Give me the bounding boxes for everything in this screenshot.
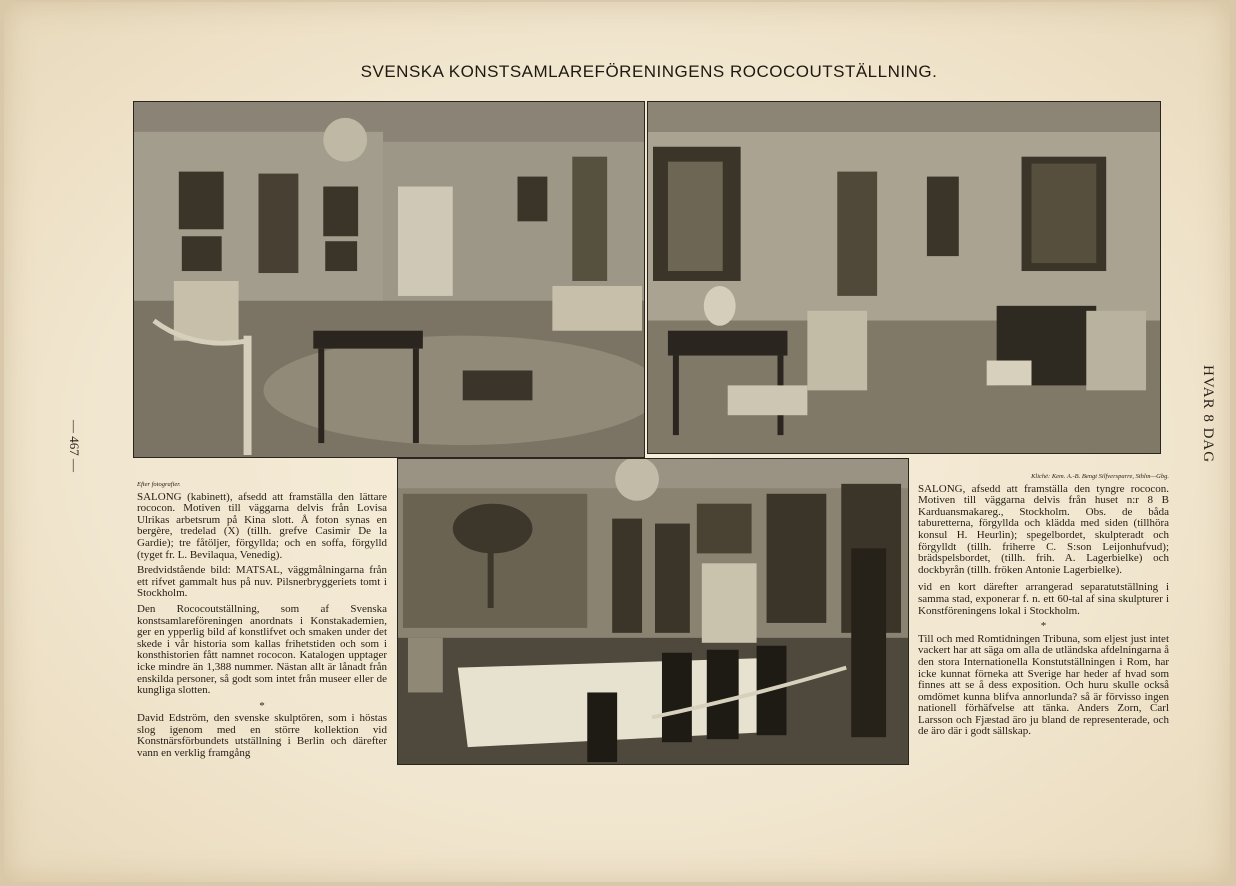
section-divider: *: [1040, 620, 1047, 633]
page-number: — 467 —: [67, 420, 82, 472]
article-paragraph: Den Rococoutställning, som af Svenska konstsamlareföreningen anordnats i Konstakademien, ger en ypperlig bild af konstlifvet och smaken under det skede i vår historia som kallas frihetstiden och som i konsthistorien fått namnet rococon. Katalogen upptager icke mindre än 1,388 nummer. Nästan allt är lånadt från enskilda personer, så godt som intet från museer eller de kungliga slotten.: [137, 602, 387, 697]
magazine-name: HVAR 8 DAG: [1200, 365, 1216, 464]
caption-salong-kabinett: SALONG (kabinett), afsedd att framställa den lättare rococon. Motiven till väggarna delvis från Lovisa Ulrikas arbetsrum på Kina slott. Å foton synas en bergère, tredelad (X) (tillh. grefve Casimir De la Gardie); tre fåtöljer, förgyllda; och en soffa, förgylld (tyget fr. L. Bevilaqua, Venedig).: [137, 490, 387, 561]
photo-salong: [647, 101, 1161, 454]
cliche-credit: Klichė: Kem. A.-B. Bengt Silfversparre, Sthlm—Gbg.: [1031, 473, 1169, 480]
photo-credit: Efter fotografier.: [137, 481, 181, 488]
magazine-page: [4, 2, 1230, 882]
article-paragraph: David Edström, den svenske skulptören, som i höstas slog igenom med en större kollektion vid Konstnärsförbundets utställning i Berlin och därefter vann en verklig framgång: [137, 712, 387, 760]
article-paragraph: Till och med Romtidningen Tribuna, som eljest just intet vackert har att säga om alla de utländska afdelningarna å den stora Internationella Konstutställningen i Rom, har icke kunnat förneka att Sverige har heder af hvad som finnes att se å dess exposition. Och huru skulle också omdömet kunna blifva annorlunda? så är förvisso ingen nationell förhäfvelse att tänka. Anders Zorn, Carl Larsson och Fjæstad äro ju bland de representerade, och de äro där i godt sällskap.: [918, 632, 1169, 738]
page-title: SVENSKA KONSTSAMLAREFÖRENINGENS ROCOCOUTSTÄLLNING.: [360, 62, 938, 81]
caption-matsal: Bredvidstående bild: MATSAL, väggmålningarna från ett rifvet gammalt hus på nuv. Pilsnerbryggeriets tomt i Stockholm.: [137, 564, 387, 600]
caption-salong: SALONG, afsedd att framställa den tyngre rococon. Motiven till väggarna delvis från huset n:r 8 B Karduansmakareg., Stockholm. Obs. de båda taburetterna, förgyllda och klädda med siden (tillhöra konsul H. Heurlin); spegelbordet, skulpteradt och förgylldt (tillh. friherre C. S:son Leijonhufvud); brädspelsbordet, (tillh. frih. A. Lagerbielke) och dockbyrån (tillh. fröken Antonie Lagerbielke).: [918, 482, 1169, 576]
section-divider: *: [259, 699, 265, 712]
left-text-column: [137, 479, 387, 764]
article-paragraph: vid en kort därefter arrangerad separatutställning i samma stad, exponerar f. n. ett 60-tal af sina skulpturer i Konstföreningens lokal i Stockholm.: [918, 581, 1169, 617]
photo-matsal: [397, 458, 909, 765]
right-text-column: [918, 471, 1169, 742]
photo-salong-kabinett: [133, 101, 645, 458]
